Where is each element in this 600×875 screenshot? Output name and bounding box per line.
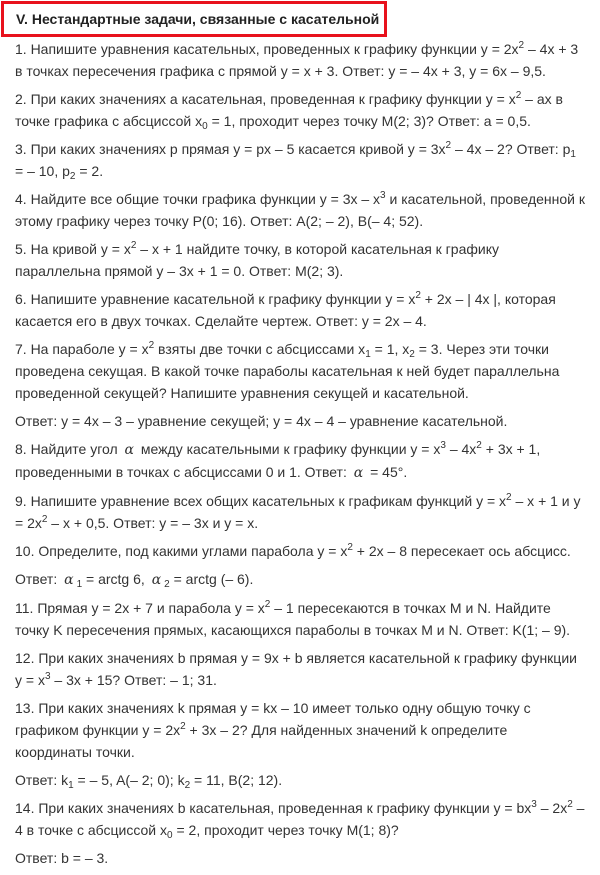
section-title-box (1, 1, 387, 37)
subscript: 1 (68, 780, 74, 791)
problem-4 (15, 188, 587, 232)
text: + 3x – 2? Для найденных значений k определите координаты точки. (15, 722, 508, 760)
problem-9 (15, 490, 587, 534)
subscript: 2 (184, 780, 191, 791)
text: = 3. Через эти точки проведена секущая. В какой точке параболы касательная к ней будет параллельна проведенной секущей? Напишите уравнения секущей и касательной. (15, 341, 560, 401)
text: 2. При каких значениях а касательная, проведенная к графику функции y = x (15, 91, 516, 107)
problem-13 (15, 697, 587, 763)
text: 4. Найдите все общие точки графика функции y = 3x – x (15, 191, 381, 207)
superscript: 3 (440, 440, 446, 451)
superscript: 2 (41, 514, 48, 525)
text: 13. При каких значениях k прямая y = kx – 10 имеет только одну общую точку с графиком функции y = 2x (15, 700, 531, 738)
text: = 1, проходит через точку М(2; 3)? Ответ: a = 0,5. (207, 113, 531, 129)
alpha-symbol: α (151, 572, 162, 588)
section-title: V. Нестандартные задачи, связанные с касательной (16, 11, 380, 27)
text: между касательными к графику функции y = x (137, 441, 441, 457)
text: + 3x + 1, проведенными в точках с абсциссами 0 и 1. Ответ: (15, 441, 541, 480)
text: – 2x (536, 800, 568, 816)
subscript: 2 (69, 171, 76, 182)
text: 8. Найдите угол (15, 441, 122, 457)
text: 7. На параболе y = x (15, 341, 149, 357)
problem-6 (15, 288, 587, 332)
answer-14: Ответ: b = – 3. (15, 850, 109, 866)
text: – x + 1 и y = 2x (15, 493, 581, 531)
text: взяты две точки с абсциссами x (154, 341, 366, 357)
problem-3 (15, 138, 587, 182)
text: Ответ: (15, 571, 62, 587)
superscript: 2 (567, 799, 573, 810)
subscript: 1 (365, 349, 371, 360)
alpha-symbol: α (64, 572, 74, 588)
superscript: 2 (148, 340, 155, 351)
subscript: 0 (167, 830, 173, 841)
text: = arctg (– 6). (169, 571, 254, 587)
text: + 2x – | 4x |, которая касается его в двух точках. Сделайте чертеж. Ответ: y = 2x – 4. (15, 291, 556, 329)
subscript: 2 (409, 349, 415, 360)
text: = – 10, p (15, 163, 70, 179)
subscript: 1 (76, 579, 83, 590)
text: = 2. (75, 163, 104, 179)
subscript: 1 (570, 149, 576, 160)
superscript: 2 (264, 599, 271, 610)
superscript: 2 (415, 290, 421, 301)
problem-8 (15, 438, 587, 484)
text: 11. Прямая y = 2x + 7 и парабола y = x (15, 600, 265, 616)
text: 1. Напишите уравнения касательных, проведенных к графику функции y = 2x (15, 41, 519, 57)
text: – 1 пересекаются в точках M и N. Найдите точку K пересечения прямых, касающихся параболы в точках M и N. Ответ: K(1; – 9). (15, 600, 571, 638)
text: 9. Напишите уравнение всех общих касательных к графикам функций y = x (15, 493, 507, 509)
subscript: 2 (164, 579, 170, 590)
text: = 11, B(2; 12). (190, 772, 283, 788)
text: = 45°. (366, 464, 408, 480)
superscript: 2 (506, 492, 512, 503)
text: 10. Определите, под какими углами парабола y = x (15, 543, 348, 559)
answer-7: Ответ: y = 4x – 3 – уравнение секущей; y = 4x – 4 – уравнение касательной. (15, 413, 508, 429)
superscript: 3 (531, 799, 537, 810)
superscript: 2 (515, 90, 522, 101)
problem-2 (15, 88, 587, 132)
problem-10 (15, 540, 587, 562)
text: – 4 в точке с абсциссой x (15, 800, 585, 838)
superscript: 2 (518, 40, 525, 51)
superscript: 2 (347, 542, 353, 553)
text: – x + 0,5. Ответ: y = – 3x и y = x. (47, 515, 259, 531)
answer-10 (15, 568, 587, 591)
alpha-symbol: α (353, 465, 364, 481)
problem-7 (15, 338, 587, 404)
problem-5 (15, 238, 587, 282)
text: – ax в точке графика с абсциссой x (15, 91, 563, 129)
text: = arctg 6, (82, 571, 149, 587)
text: 12. При каких значениях b прямая y = 9x + b является касательной к графику функции y = x (15, 650, 577, 688)
problem-11 (15, 597, 587, 641)
text: и касательной, проведенной к этому графику через точку P(0; 16). Ответ: A(2; – 2), B(– 4; 52). (15, 191, 586, 229)
subscript: 0 (202, 121, 208, 132)
superscript: 3 (380, 190, 386, 201)
superscript: 2 (130, 240, 137, 251)
text: 3. При каких значениях p прямая y = px – 5 касается кривой y = 3x (15, 141, 446, 157)
text: Ответ: k (15, 772, 69, 788)
problem-12 (15, 647, 587, 691)
text: + 2x – 8 пересекает ось абсцисс. (352, 543, 571, 559)
problem-14 (15, 797, 587, 841)
text: = – 5, A(– 2; 0); k (73, 772, 185, 788)
problem-1 (15, 38, 587, 82)
text: – 4x (445, 441, 477, 457)
problem-list (15, 38, 587, 875)
answer-13 (15, 769, 587, 791)
text: 5. На кривой y = x (15, 241, 131, 257)
superscript: 3 (44, 671, 51, 682)
superscript: 2 (476, 440, 482, 451)
text: 6. Напишите уравнение касательной к графику функции y = x (15, 291, 416, 307)
text: = 2, проходит через точку M(1; 8)? (172, 822, 399, 838)
text: = 1, x (370, 341, 410, 357)
text: – 4x – 2? Ответ: p (451, 141, 571, 157)
text: – 4x + 3 в точках пересечения графика с прямой y = x + 3. Ответ: y = – 4x + 3, y = 6x – 9,5. (15, 41, 579, 79)
text: 14. При каких значениях b касательная, проведенная к графику функции y = bx (15, 800, 532, 816)
text: – 3x + 15? Ответ: – 1; 31. (50, 672, 217, 688)
superscript: 2 (180, 721, 186, 732)
alpha-symbol: α (124, 442, 135, 458)
text: – x + 1 найдите точку, в которой касательная к графику параллельна прямой y – 3x + 1 = 0. Ответ: M(2; 3). (15, 241, 499, 279)
superscript: 2 (445, 140, 452, 151)
